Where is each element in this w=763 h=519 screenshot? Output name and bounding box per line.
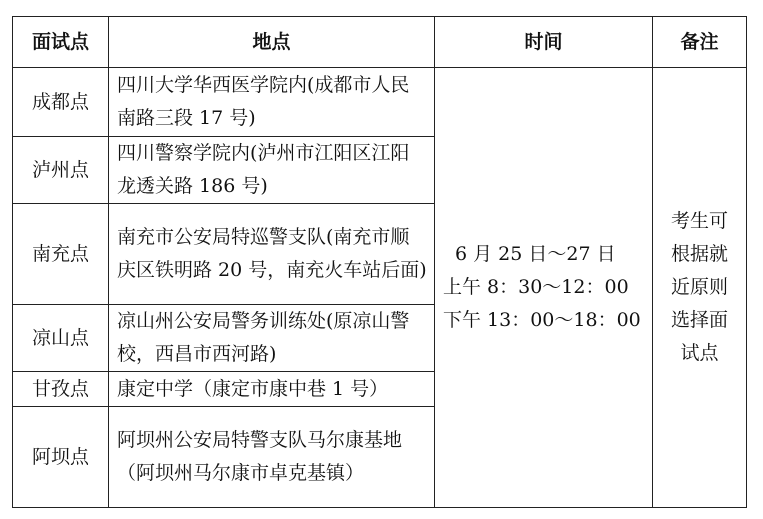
site-address: 四川警察学院内(泸州市江阳区江阳龙透关路 186 号) xyxy=(109,137,435,204)
site-address: 南充市公安局特巡警支队(南充市顺庆区铁明路 20 号，南充火车站后面) xyxy=(109,204,435,305)
interview-schedule-table xyxy=(12,16,747,508)
site-address: 四川大学华西医学院内(成都市人民南路三段 17 号) xyxy=(109,68,435,137)
header-note: 备注 xyxy=(653,17,747,68)
time-afternoon: 下午 13：00～18：00 xyxy=(443,309,641,331)
site-name: 南充点 xyxy=(13,204,109,305)
site-name: 泸州点 xyxy=(13,137,109,204)
note-text: 考生可根据就近原则选择面试点 xyxy=(653,68,747,508)
site-address: 阿坝州公安局特警支队马尔康基地（阿坝州马尔康市卓克基镇） xyxy=(109,407,435,508)
interview-time xyxy=(435,68,653,508)
table-row xyxy=(13,68,747,137)
site-name: 阿坝点 xyxy=(13,407,109,508)
site-address: 康定中学（康定市康中巷 1 号） xyxy=(109,372,435,407)
time-date: 6 月 25 日～27 日 xyxy=(455,243,616,265)
site-name: 甘孜点 xyxy=(13,372,109,407)
header-site: 面试点 xyxy=(13,17,109,68)
header-address: 地点 xyxy=(109,17,435,68)
site-address: 凉山州公安局警务训练处(原凉山警校，西昌市西河路) xyxy=(109,305,435,372)
site-name: 凉山点 xyxy=(13,305,109,372)
header-row xyxy=(13,17,747,68)
site-name: 成都点 xyxy=(13,68,109,137)
header-time: 时间 xyxy=(435,17,653,68)
time-morning: 上午 8：30～12：00 xyxy=(443,276,629,298)
